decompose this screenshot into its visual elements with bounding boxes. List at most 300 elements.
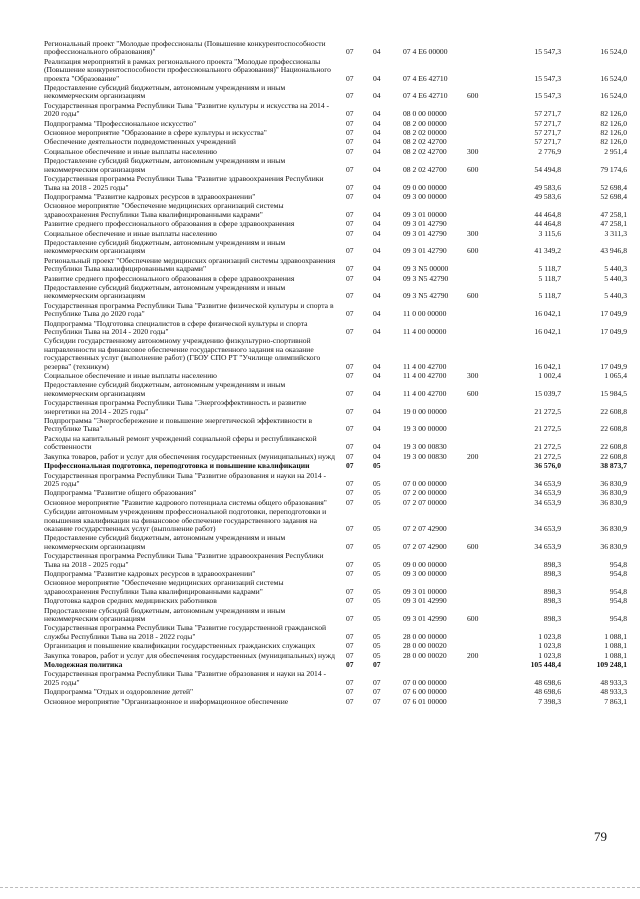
table-row (44, 148, 629, 156)
row-section: 07 (346, 559, 354, 569)
row-amount-year1: 1 023,8 (538, 650, 561, 660)
row-subsection: 07 (373, 660, 381, 670)
row-amount-year1: 34 653,9 (534, 541, 561, 551)
row-section: 07 (346, 109, 354, 119)
row-subsection: 05 (373, 596, 381, 606)
table-row (44, 193, 629, 201)
row-section: 07 (346, 660, 354, 670)
row-name: Социальное обеспечение и иные выплаты населению (44, 371, 217, 381)
row-target-code: 09 3 N5 42790 (403, 291, 449, 301)
row-section: 07 (346, 137, 354, 147)
row-subsection: 04 (373, 361, 381, 371)
row-name: Государственная программа Республики Тыва "Развитие физической культуры и спорта в Республике Тыва до 2020 года" (44, 300, 334, 319)
row-target-code: 09 0 00 00000 (403, 559, 447, 569)
row-target-code: 07 2 07 42900 (403, 541, 447, 551)
row-amount-year1: 57 271,7 (534, 109, 561, 119)
row-target-code: 28 0 00 00000 (403, 631, 447, 641)
row-amount-year2: 5 440,3 (604, 273, 627, 283)
row-subsection: 05 (373, 650, 381, 660)
row-amount-year1: 105 448,4 (530, 660, 561, 670)
row-name: Подпрограмма "Энергосбережение и повышение энергетической эффективности в Республике Тыва" (44, 416, 313, 434)
row-subsection: 05 (373, 488, 381, 498)
table-row (44, 435, 629, 452)
row-name: Социальное обеспечение и иные выплаты населению (44, 228, 217, 238)
row-amount-year2: 1 088,1 (604, 641, 627, 651)
table-row (44, 129, 629, 137)
row-section: 07 (346, 228, 354, 238)
row-name: Региональный проект "Молодые профессионалы (Повышение конкурентоспособности профессионального образования)" (44, 39, 326, 57)
row-amount-year2: 954,8 (609, 586, 627, 596)
row-subsection: 04 (373, 137, 381, 147)
table-row (44, 399, 629, 416)
row-name: Подпрограмма "Развитие кадровых ресурсов в здравоохранении" (44, 568, 256, 578)
table-row (44, 257, 629, 274)
row-amount-year1: 16 042,1 (534, 309, 561, 319)
table-row (44, 157, 629, 174)
row-expense-type: 600 (467, 541, 479, 551)
row-section: 07 (346, 47, 354, 57)
row-target-code: 09 0 00 00000 (403, 182, 447, 192)
row-section: 07 (346, 696, 354, 706)
row-name: Подпрограмма "Развитие кадровых ресурсов в здравоохранении" (44, 191, 256, 201)
row-subsection: 04 (373, 191, 381, 201)
row-amount-year2: 16 524,0 (600, 73, 627, 83)
row-amount-year2: 2 951,4 (604, 146, 627, 156)
row-subsection: 04 (373, 47, 381, 57)
table-row (44, 597, 629, 605)
row-amount-year2: 17 049,9 (600, 309, 627, 319)
row-section: 07 (346, 128, 354, 138)
row-amount-year1: 57 271,7 (534, 137, 561, 147)
row-section: 07 (346, 309, 354, 319)
page-number: 79 (594, 829, 607, 844)
row-target-code: 09 3 N5 00000 (403, 264, 449, 274)
row-subsection: 04 (373, 109, 381, 119)
row-amount-year2: 954,8 (609, 596, 627, 606)
row-target-code: 09 3 01 42790 (403, 246, 447, 256)
row-section: 07 (346, 442, 354, 452)
row-target-code: 28 0 00 00020 (403, 650, 447, 660)
row-section: 07 (346, 361, 354, 371)
row-target-code: 07 4 Е6 42710 (403, 73, 448, 83)
row-amount-year1: 36 576,0 (534, 461, 561, 471)
row-amount-year1: 34 653,9 (534, 488, 561, 498)
row-target-code: 07 4 Е6 42710 (403, 91, 448, 101)
row-subsection: 05 (373, 478, 381, 488)
row-amount-year1: 34 653,9 (534, 523, 561, 533)
row-section: 07 (346, 209, 354, 219)
row-amount-year2: 38 873,7 (600, 461, 627, 471)
row-target-code: 09 3 01 00000 (403, 209, 447, 219)
row-section: 07 (346, 118, 354, 128)
row-amount-year1: 21 272,5 (534, 406, 561, 416)
row-amount-year2: 82 126,0 (600, 109, 627, 119)
row-subsection: 05 (373, 586, 381, 596)
row-amount-year1: 7 398,3 (538, 696, 561, 706)
row-section: 07 (346, 461, 354, 471)
table-row (44, 320, 629, 337)
table-row (44, 642, 629, 650)
row-name: Обеспечение деятельности подведомственных учреждений (44, 137, 236, 147)
row-target-code: 11 4 00 42700 (403, 361, 447, 371)
row-name: Государственная программа Республики Тыва "Развитие образования и науки на 2014 - 2025 годы" (44, 470, 327, 488)
row-subsection: 04 (373, 219, 381, 229)
row-section: 07 (346, 273, 354, 283)
table-row (44, 607, 629, 624)
row-amount-year1: 44 464,8 (534, 209, 561, 219)
row-amount-year1: 898,3 (543, 568, 561, 578)
row-section: 07 (346, 614, 354, 623)
row-target-code: 08 2 02 42700 (403, 137, 447, 147)
row-section: 07 (346, 371, 354, 381)
row-amount-year1: 21 272,5 (534, 442, 561, 452)
budget-table (44, 40, 629, 706)
row-section: 07 (346, 146, 354, 156)
row-amount-year2: 36 830,9 (600, 478, 627, 488)
table-row (44, 230, 629, 238)
row-amount-year2: 22 608,8 (600, 442, 627, 452)
row-subsection: 04 (373, 264, 381, 274)
row-name: Расходы на капитальный ремонт учреждений социальной сферы и республиканской собственности (44, 433, 317, 452)
row-name: Государственная программа Республики Тыва "Развитие государственной гражданской службы Республики Тыва на 2018 - 2022 годы" (44, 623, 327, 641)
row-section: 07 (346, 650, 354, 660)
table-row (44, 499, 629, 507)
row-name: Предоставление субсидий бюджетным, автономным учреждениям и иным некоммерческим организациям (44, 380, 286, 398)
row-subsection: 05 (373, 631, 381, 641)
row-subsection: 04 (373, 388, 381, 398)
row-amount-year1: 34 653,9 (534, 478, 561, 488)
row-subsection: 05 (373, 461, 381, 471)
row-subsection: 07 (373, 677, 381, 687)
row-target-code: 07 6 01 00000 (403, 696, 447, 706)
row-amount-year2: 5 440,3 (604, 264, 627, 274)
row-name: Субсидии государственному автономному учреждению физкультурно-спортивной направленности на финансовое обеспечение государственного задания на оказание государственных услуг (выполнение работ) (ГБОУ СПО РТ "Училище олимпийского резерва" (техникум) (44, 336, 321, 371)
row-amount-year1: 21 272,5 (534, 424, 561, 434)
row-target-code: 07 2 00 00000 (403, 488, 447, 498)
row-amount-year1: 3 115,6 (538, 228, 561, 238)
row-name: Предоставление субсидий бюджетным, автономным учреждениям и иным некоммерческим организациям (44, 156, 286, 174)
row-amount-year1: 15 547,3 (534, 47, 561, 57)
row-subsection: 04 (373, 451, 381, 461)
row-name: Основное мероприятие "Организационное и информационное обеспечение (44, 696, 289, 706)
row-expense-type: 600 (467, 388, 479, 398)
table-row (44, 570, 629, 578)
table-row (44, 489, 629, 497)
row-target-code: 07 4 Е6 00000 (403, 47, 448, 57)
table-row (44, 372, 629, 380)
table-row (44, 579, 629, 596)
row-target-code: 19 3 00 00830 (403, 451, 447, 461)
row-target-code: 07 0 00 00000 (403, 478, 447, 488)
row-subsection: 04 (373, 246, 381, 256)
row-subsection: 04 (373, 164, 381, 174)
row-name: Государственная программа Республики Тыва "Развитие здравоохранения Республики Тыва на 2018 - 2025 годы" (44, 174, 324, 192)
row-amount-year1: 49 583,6 (534, 191, 561, 201)
row-subsection: 04 (373, 442, 381, 452)
row-target-code: 09 3 01 42790 (403, 219, 447, 229)
row-amount-year1: 48 698,6 (534, 677, 561, 687)
row-name: Подпрограмма "Подготовка специалистов в сфере физической культуры и спорта Республики Тыва на 2014 - 2020 годы" (44, 318, 308, 336)
row-amount-year1: 49 583,6 (534, 182, 561, 192)
row-subsection: 04 (373, 228, 381, 238)
row-name: Основное мероприятие "Обеспечение медицинских организаций системы здравоохранения Республики Тыва квалифицированными кадрами" (44, 578, 284, 596)
table-row (44, 670, 629, 687)
row-amount-year2: 52 698,4 (600, 182, 627, 192)
row-section: 07 (346, 406, 354, 416)
table-row (44, 302, 629, 319)
table-row (44, 120, 629, 128)
row-subsection: 04 (373, 327, 381, 336)
row-amount-year1: 16 042,1 (534, 361, 561, 371)
row-amount-year1: 15 547,3 (534, 91, 561, 101)
row-section: 07 (346, 641, 354, 651)
row-amount-year1: 1 002,4 (538, 371, 561, 381)
row-expense-type: 600 (467, 164, 479, 174)
row-section: 07 (346, 327, 354, 336)
row-section: 07 (346, 424, 354, 434)
row-section: 07 (346, 246, 354, 256)
row-section: 07 (346, 191, 354, 201)
row-name: Государственная программа Республики Тыва "Развитие культуры и искусства на 2014 - 2020 годы" (44, 100, 330, 119)
row-target-code: 09 3 01 42990 (403, 596, 447, 606)
row-amount-year2: 82 126,0 (600, 118, 627, 128)
row-section: 07 (346, 478, 354, 488)
table-row (44, 417, 629, 434)
row-target-code: 11 4 00 00000 (403, 327, 447, 336)
row-amount-year2: 1 088,1 (604, 650, 627, 660)
table-row (44, 381, 629, 398)
row-amount-year2: 43 946,8 (600, 246, 627, 256)
row-subsection: 04 (373, 273, 381, 283)
row-amount-year2: 36 830,9 (600, 541, 627, 551)
row-section: 07 (346, 488, 354, 498)
row-target-code: 09 3 N5 42790 (403, 273, 449, 283)
row-section: 07 (346, 451, 354, 461)
row-section: 07 (346, 568, 354, 578)
row-section: 07 (346, 219, 354, 229)
row-amount-year2: 48 933,3 (600, 677, 627, 687)
row-amount-year2: 47 258,1 (600, 209, 627, 219)
row-amount-year2: 22 608,8 (600, 406, 627, 416)
row-name: Государственная программа Республики Тыва "Развитие здравоохранения Республики Тыва на 2018 - 2025 годы" (44, 551, 324, 569)
row-expense-type: 600 (467, 246, 479, 256)
row-target-code: 07 0 00 00000 (403, 677, 447, 687)
row-section: 07 (346, 91, 354, 101)
row-name: Подпрограмма "Профессиональное искусство" (44, 118, 197, 128)
table-row (44, 275, 629, 283)
row-section: 07 (346, 586, 354, 596)
row-amount-year2: 16 524,0 (600, 47, 627, 57)
table-row (44, 472, 629, 489)
row-amount-year2: 52 698,4 (600, 191, 627, 201)
row-section: 07 (346, 164, 354, 174)
row-amount-year2: 954,8 (609, 614, 627, 623)
row-target-code: 08 2 02 42700 (403, 146, 447, 156)
row-target-code: 09 3 01 00000 (403, 586, 447, 596)
row-subsection: 05 (373, 523, 381, 533)
row-name: Молодежная политика (44, 660, 123, 670)
table-row (44, 534, 629, 551)
row-subsection: 04 (373, 424, 381, 434)
row-subsection: 05 (373, 497, 381, 507)
row-section: 07 (346, 182, 354, 192)
row-subsection: 04 (373, 309, 381, 319)
row-amount-year2: 36 830,9 (600, 523, 627, 533)
row-section: 07 (346, 291, 354, 301)
row-name: Подготовка кадров средних медицинских работников (44, 596, 217, 606)
scan-edge-divider (0, 887, 640, 888)
row-amount-year2: 82 126,0 (600, 137, 627, 147)
row-subsection: 04 (373, 371, 381, 381)
row-amount-year2: 5 440,3 (604, 291, 627, 301)
table-row (44, 202, 629, 219)
row-section: 07 (346, 687, 354, 697)
row-section: 07 (346, 523, 354, 533)
row-amount-year2: 17 049,9 (600, 327, 627, 336)
row-name: Основное мероприятие "Обеспечение медицинских организаций системы здравоохранения Республики Тыва квалифицированными кадрами" (44, 201, 284, 219)
row-subsection: 04 (373, 146, 381, 156)
row-name: Подпрограмма "Развитие общего образования" (44, 488, 197, 498)
table-row (44, 84, 629, 101)
row-expense-type: 600 (467, 91, 479, 101)
row-amount-year2: 954,8 (609, 559, 627, 569)
table-row (44, 102, 629, 119)
row-target-code: 09 3 01 42790 (403, 228, 447, 238)
row-target-code: 07 2 07 00000 (403, 497, 447, 507)
row-section: 07 (346, 497, 354, 507)
table-row (44, 698, 629, 706)
row-expense-type: 300 (467, 146, 479, 156)
table-row (44, 552, 629, 569)
row-subsection: 04 (373, 182, 381, 192)
table-row (44, 138, 629, 146)
row-name: Региональный проект "Обеспечение медицинских организаций системы здравоохранения Республики Тыва квалифицированными кадрами" (44, 255, 336, 274)
row-amount-year1: 15 039,7 (534, 388, 561, 398)
row-amount-year1: 5 118,7 (538, 273, 561, 283)
row-target-code: 19 0 00 00000 (403, 406, 447, 416)
row-subsection: 05 (373, 559, 381, 569)
row-subsection: 05 (373, 541, 381, 551)
row-amount-year1: 898,3 (543, 596, 561, 606)
row-section: 07 (346, 596, 354, 606)
row-name: Закупка товаров, работ и услуг для обеспечения государственных (муниципальных) нужд (44, 451, 335, 461)
row-target-code: 08 0 00 00000 (403, 109, 447, 119)
table-row (44, 453, 629, 461)
table-row (44, 284, 629, 301)
row-name: Подпрограмма "Отдых и оздоровление детей" (44, 687, 194, 697)
row-expense-type: 200 (467, 650, 479, 660)
row-name: Развитие среднего профессионального образования в сфере здравоохранения (44, 219, 295, 229)
row-amount-year1: 1 023,8 (538, 631, 561, 641)
row-target-code: 08 2 02 00000 (403, 128, 447, 138)
row-target-code: 07 6 00 00000 (403, 687, 447, 697)
row-target-code: 11 0 00 00000 (403, 309, 447, 319)
row-subsection: 04 (373, 128, 381, 138)
row-name: Государственная программа Республики Тыва "Развитие образования и науки на 2014 - 2025 годы" (44, 669, 327, 687)
row-amount-year2: 36 830,9 (600, 497, 627, 507)
row-amount-year2: 15 984,5 (600, 388, 627, 398)
row-amount-year1: 54 494,8 (534, 164, 561, 174)
row-target-code: 07 2 07 42900 (403, 523, 447, 533)
row-section: 07 (346, 677, 354, 687)
row-section: 07 (346, 264, 354, 274)
row-target-code: 19 3 00 00000 (403, 424, 447, 434)
row-name: Предоставление субсидий бюджетным, автономным учреждениям и иным некоммерческим организациям (44, 237, 286, 256)
row-amount-year2: 954,8 (609, 568, 627, 578)
row-subsection: 05 (373, 614, 381, 623)
row-name: Организация и повышение квалификации государственных гражданских служащих (44, 641, 316, 651)
table-row (44, 337, 629, 371)
row-amount-year1: 1 023,8 (538, 641, 561, 651)
row-amount-year2: 1 065,4 (604, 371, 627, 381)
row-target-code: 11 4 00 42700 (403, 388, 447, 398)
row-section: 07 (346, 631, 354, 641)
row-amount-year2: 1 088,1 (604, 631, 627, 641)
row-expense-type: 600 (467, 291, 479, 301)
row-amount-year2: 109 248,1 (596, 660, 627, 670)
row-amount-year2: 17 049,9 (600, 361, 627, 371)
row-target-code: 08 2 02 42700 (403, 164, 447, 174)
row-expense-type: 300 (467, 371, 479, 381)
row-name: Предоставление субсидий бюджетным, автономным учреждениям и иным некоммерческим организациям (44, 83, 286, 101)
table-row (44, 652, 629, 660)
row-subsection: 04 (373, 91, 381, 101)
row-amount-year1: 57 271,7 (534, 128, 561, 138)
table-row (44, 688, 629, 696)
row-subsection: 05 (373, 568, 381, 578)
row-name: Основное мероприятие "Образование в сфере культуры и искусства" (44, 128, 267, 138)
row-target-code: 09 3 00 00000 (403, 568, 447, 578)
row-subsection: 04 (373, 209, 381, 219)
row-name: Развитие среднего профессионального образования в сфере здравоохранения (44, 273, 295, 283)
table-row (44, 508, 629, 533)
table-row (44, 220, 629, 228)
row-amount-year2: 16 524,0 (600, 91, 627, 101)
row-amount-year1: 41 349,2 (534, 246, 561, 256)
row-section: 07 (346, 73, 354, 83)
row-target-code: 19 3 00 00830 (403, 442, 447, 452)
row-name: Предоставление субсидий бюджетным, автономным учреждениям и иным некоммерческим организациям (44, 605, 286, 623)
row-amount-year1: 16 042,1 (534, 327, 561, 336)
row-amount-year1: 48 698,6 (534, 687, 561, 697)
row-subsection: 07 (373, 696, 381, 706)
row-target-code: 09 3 00 00000 (403, 191, 447, 201)
row-amount-year2: 22 608,8 (600, 451, 627, 461)
row-amount-year2: 82 126,0 (600, 128, 627, 138)
row-amount-year2: 22 608,8 (600, 424, 627, 434)
row-amount-year1: 5 118,7 (538, 264, 561, 274)
row-name: Основное мероприятие "Развитие кадрового потенциала системы общего образования" (44, 497, 327, 507)
row-name: Предоставление субсидий бюджетным, автономным учреждениям и иным некоммерческим организациям (44, 533, 286, 551)
row-amount-year2: 7 863,1 (604, 696, 627, 706)
row-expense-type: 200 (467, 451, 479, 461)
row-amount-year2: 48 933,3 (600, 687, 627, 697)
section-heading-row (44, 661, 629, 669)
row-amount-year2: 36 830,9 (600, 488, 627, 498)
row-section: 07 (346, 388, 354, 398)
table-row (44, 624, 629, 641)
row-amount-year1: 44 464,8 (534, 219, 561, 229)
row-name: Предоставление субсидий бюджетным, автономным учреждениям и иным некоммерческим организациям (44, 282, 286, 301)
row-name: Профессиональная подготовка, переподготовка и повышение квалификации (44, 461, 310, 471)
row-target-code: 11 4 00 42700 (403, 371, 447, 381)
row-subsection: 04 (373, 73, 381, 83)
row-amount-year1: 898,3 (543, 614, 561, 623)
row-target-code: 08 2 00 00000 (403, 118, 447, 128)
table-row (44, 239, 629, 256)
row-name: Закупка товаров, работ и услуг для обеспечения государственных (муниципальных) нужд (44, 650, 335, 660)
row-amount-year1: 57 271,7 (534, 118, 561, 128)
